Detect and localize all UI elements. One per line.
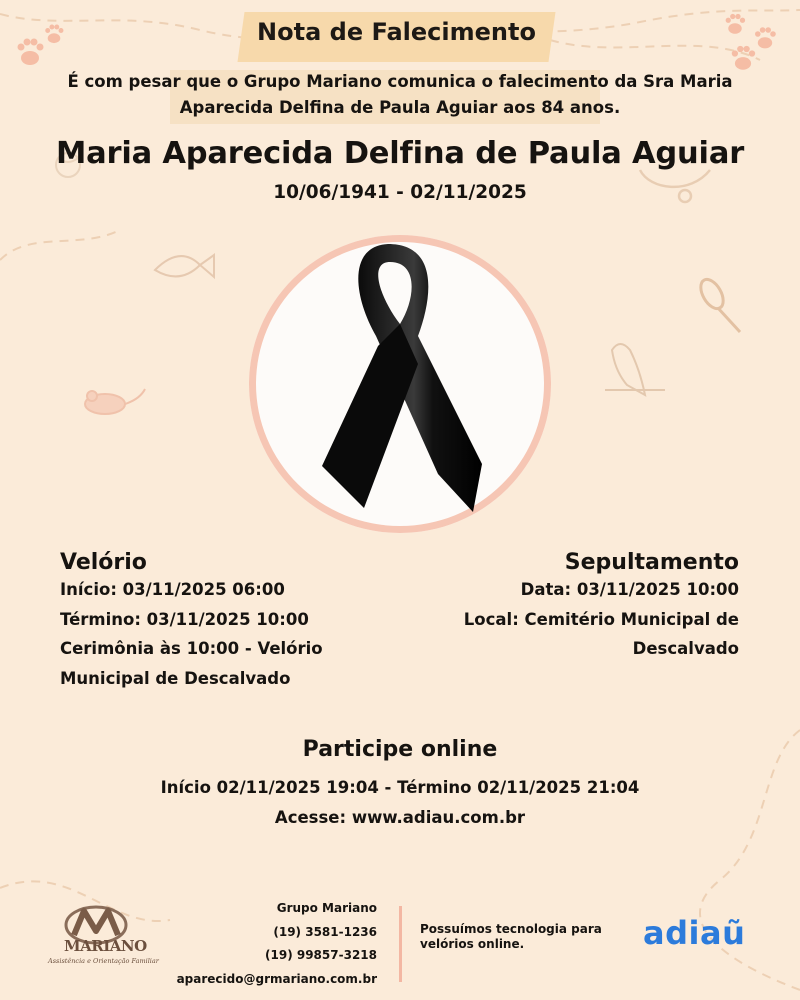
sepultamento-local: Local: Cemitério Municipal de xyxy=(463,609,739,629)
life-dates: 10/06/1941 - 02/11/2025 xyxy=(273,182,527,203)
contact-block xyxy=(177,897,377,991)
adiau-logo[interactable]: adiaũ xyxy=(643,914,746,952)
mourning-ribbon-icon xyxy=(318,236,484,516)
online-period: Início 02/11/2025 19:04 - Término 02/11/2025 21:04 xyxy=(160,778,640,797)
velorio-cerimonia: Cerimônia às 10:00 - Velório xyxy=(60,639,323,658)
velorio-local: Municipal de Descalvado xyxy=(60,668,291,688)
velorio-section xyxy=(60,550,380,693)
brush-icon xyxy=(696,276,740,332)
sepultamento-section xyxy=(409,550,739,664)
fish-icon xyxy=(155,255,214,277)
online-access-link[interactable]: Acesse: www.adiau.com.br xyxy=(274,808,526,827)
mariano-logo xyxy=(46,903,159,977)
sepultamento-local-cont: Descalvado xyxy=(632,639,739,658)
mariano-logo-subtitle: Assistência e Orientação Familiar xyxy=(48,957,159,965)
company-name: Grupo Mariano xyxy=(276,901,377,915)
intro-text: É com pesar que o Grupo Mariano comunica o falecimento da Sra Maria Aparecida Delfina de Paula Aguiar aos 84 anos. xyxy=(67,72,733,117)
online-heading: Participe online xyxy=(302,737,498,762)
footer-divider xyxy=(399,906,402,982)
phone-2[interactable]: (19) 99857-3218 xyxy=(265,948,377,962)
sepultamento-data: Data: 03/11/2025 10:00 xyxy=(520,580,739,599)
bird-icon xyxy=(605,344,665,395)
deceased-name: Maria Aparecida Delfina de Paula Aguiar xyxy=(55,136,745,171)
phone-1[interactable]: (19) 3581-1236 xyxy=(273,924,377,939)
email-link[interactable]: aparecido@grmariano.com.br xyxy=(176,971,377,986)
mouse-icon xyxy=(85,389,145,414)
sepultamento-heading: Sepultamento xyxy=(564,550,739,575)
mariano-logo-text: MARIANO xyxy=(64,937,147,955)
velorio-inicio: Início: 03/11/2025 06:00 xyxy=(60,580,285,599)
velorio-heading: Velório xyxy=(60,550,147,575)
page-title: Nota de Falecimento xyxy=(257,18,536,46)
velorio-termino: Término: 03/11/2025 10:00 xyxy=(60,609,309,629)
tech-text: Possuímos tecnologia para velórios online. xyxy=(420,922,602,951)
